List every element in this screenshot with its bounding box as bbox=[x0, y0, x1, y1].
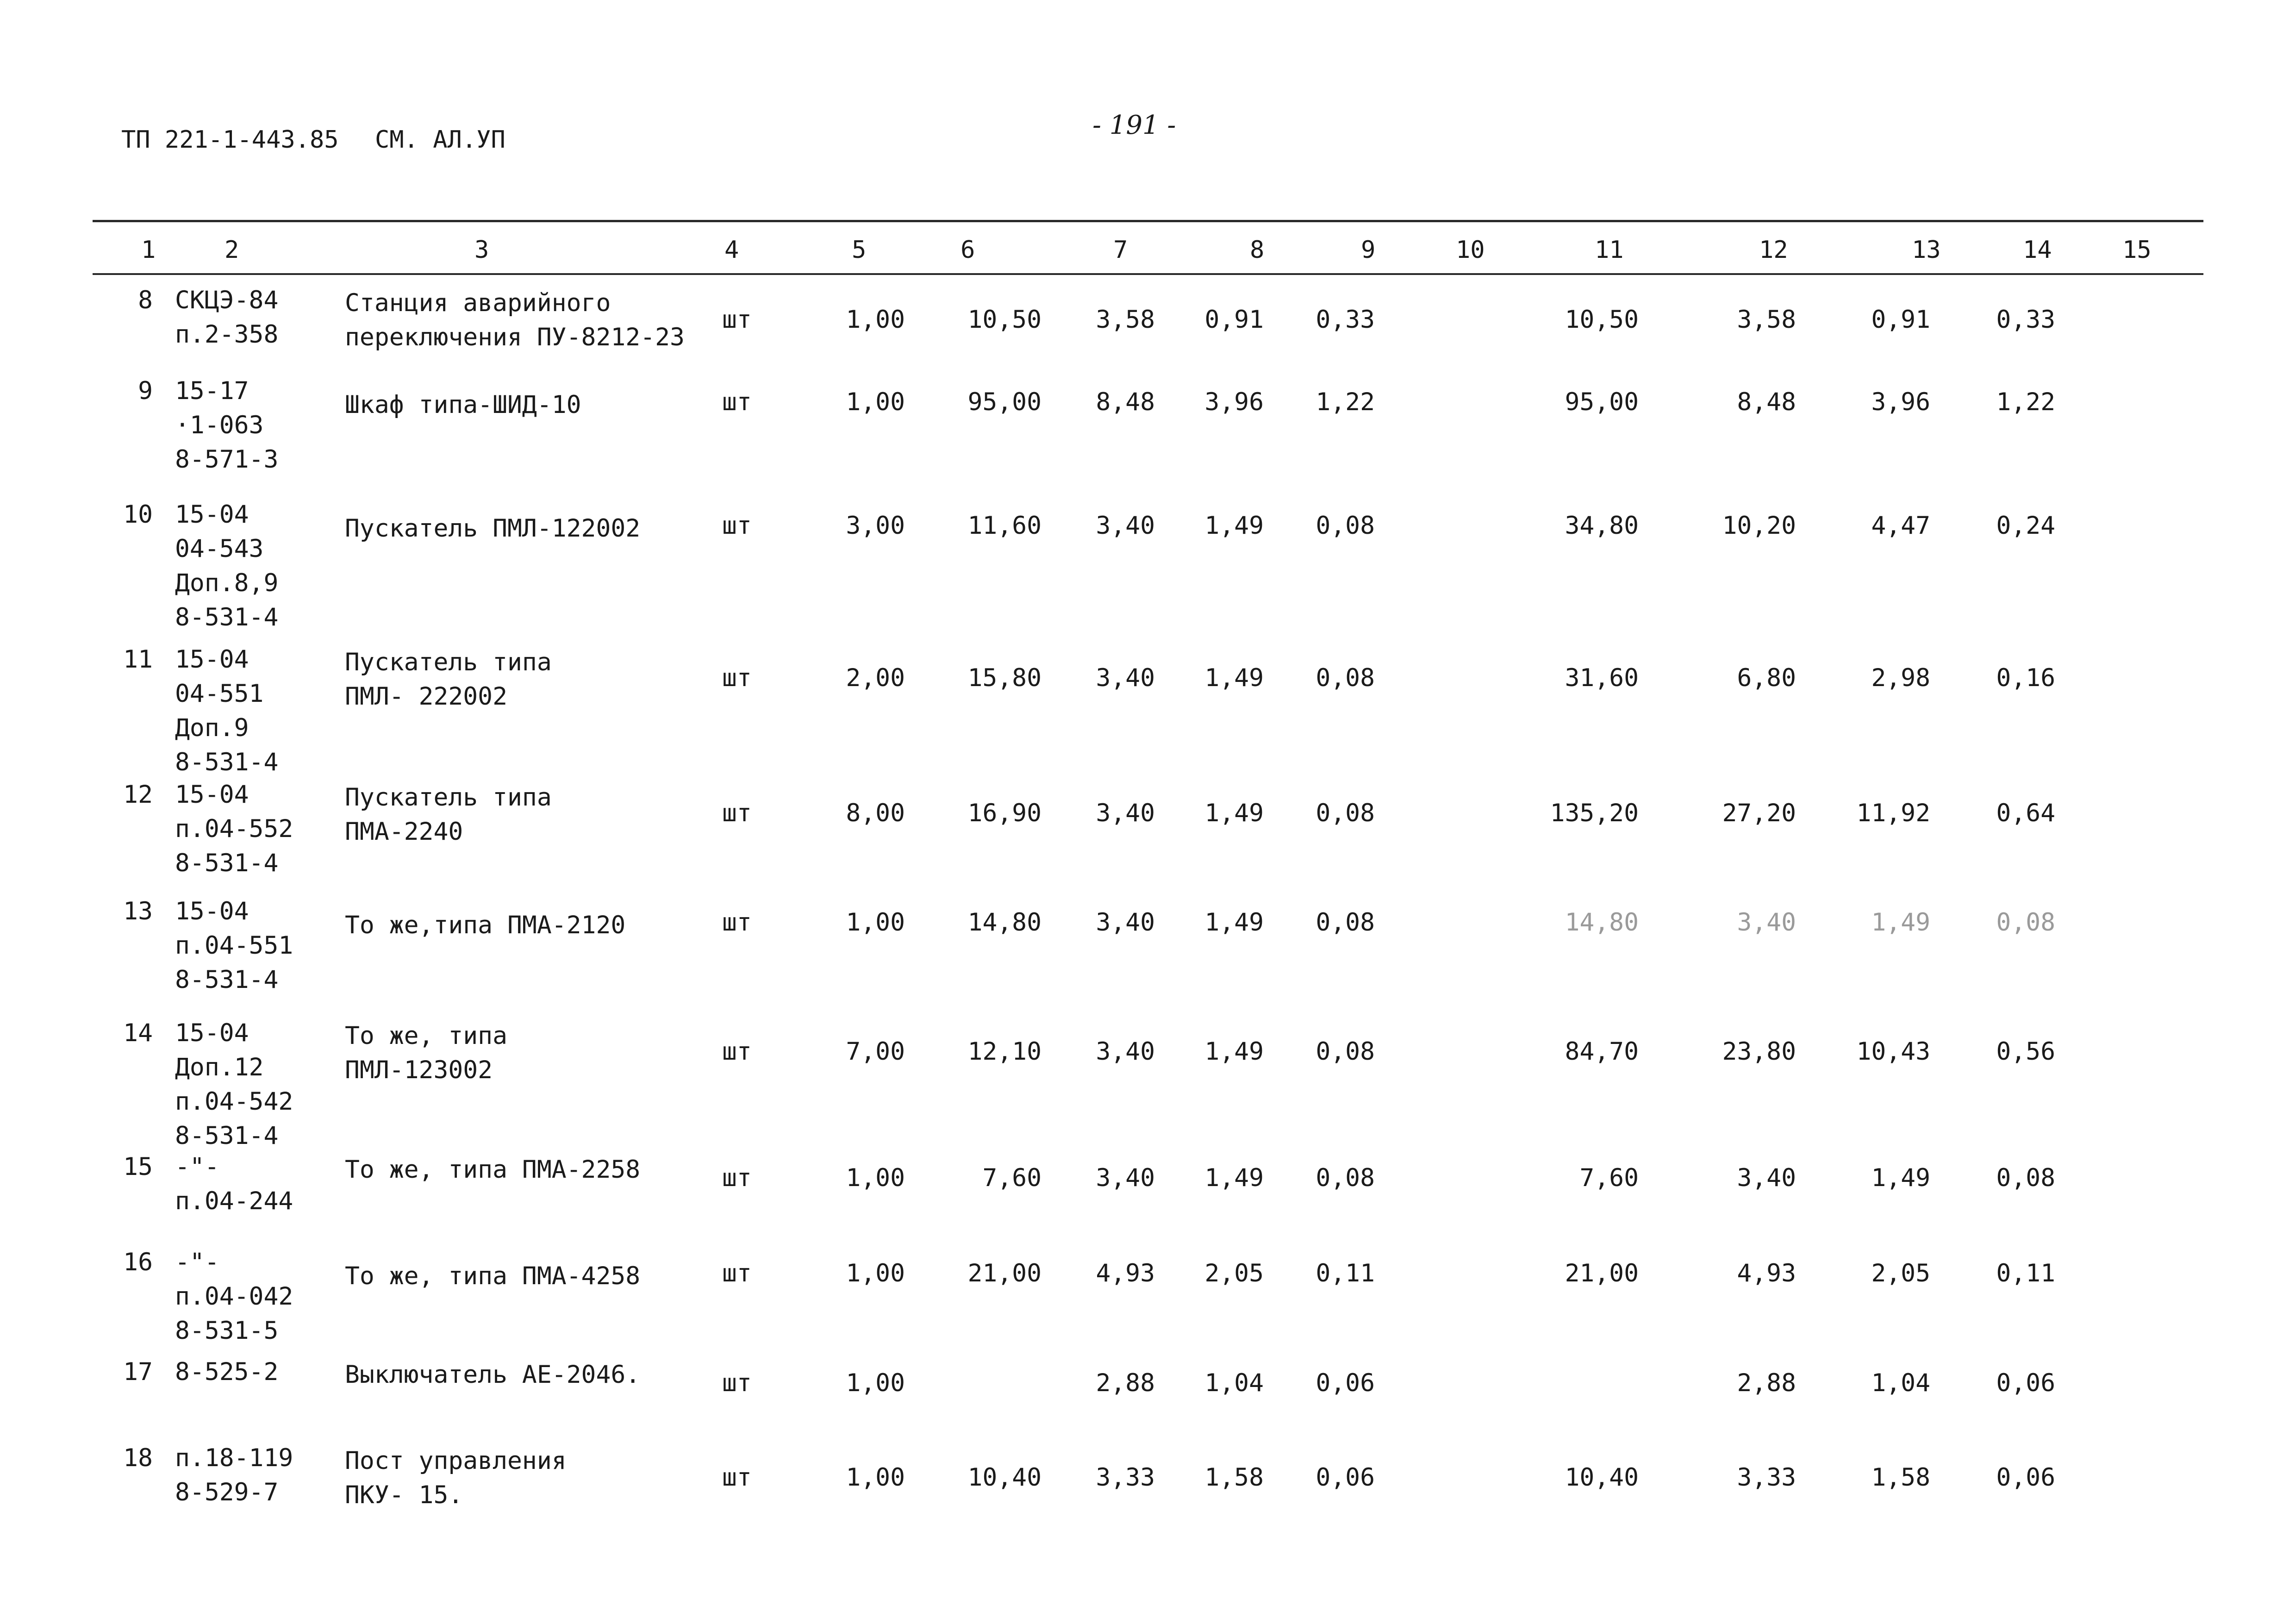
page-number: - 191 - bbox=[1092, 110, 1176, 140]
value-c9: 0,08 bbox=[1316, 908, 1375, 937]
item-name-line: ПМА-2240 bbox=[345, 818, 463, 846]
unit: шт bbox=[722, 1259, 752, 1287]
value-c8: 1,04 bbox=[1204, 1369, 1264, 1397]
rate-code-line: 8-531-4 bbox=[175, 1122, 279, 1150]
value-c11: 14,80 bbox=[1565, 908, 1639, 937]
value-c13: 0,91 bbox=[1871, 306, 1930, 334]
value-c9: 0,08 bbox=[1316, 1164, 1375, 1192]
value-c6: 10,40 bbox=[967, 1463, 1042, 1492]
value-c12: 23,80 bbox=[1722, 1037, 1796, 1066]
rate-code-line: Доп.8,9 bbox=[175, 569, 279, 597]
value-c11: 84,70 bbox=[1565, 1037, 1639, 1066]
item-name-line: переключения ПУ-8212-23 bbox=[345, 323, 685, 351]
value-c8: 1,49 bbox=[1204, 1037, 1264, 1066]
value-c6: 16,90 bbox=[967, 799, 1042, 827]
value-c9: 0,08 bbox=[1316, 1037, 1375, 1066]
row-number: 10 bbox=[123, 500, 153, 529]
value-c14: 0,08 bbox=[1996, 908, 2055, 937]
value-c7: 3,40 bbox=[1096, 512, 1155, 540]
row-number: 9 bbox=[138, 377, 153, 405]
rate-code-line: 15-04 bbox=[175, 1019, 249, 1047]
rate-code-line: -"- bbox=[175, 1153, 219, 1181]
rate-code-line: 04-543 bbox=[175, 535, 264, 563]
value-c9: 0,08 bbox=[1316, 512, 1375, 540]
value-c13: 2,05 bbox=[1871, 1259, 1930, 1287]
value-c8: 0,91 bbox=[1204, 306, 1264, 334]
value-c6: 7,60 bbox=[982, 1164, 1042, 1192]
item-name-line: ПМЛ- 222002 bbox=[345, 682, 507, 711]
value-c7: 8,48 bbox=[1096, 388, 1155, 416]
value-c14: 0,24 bbox=[1996, 512, 2055, 540]
unit: шт bbox=[722, 1369, 752, 1397]
column-header-9: 9 bbox=[1361, 236, 1376, 264]
value-qty: 1,00 bbox=[846, 908, 905, 937]
rate-code-line: 15-04 bbox=[175, 897, 249, 925]
rate-code-line: 15-04 bbox=[175, 645, 249, 674]
item-name-line: Пускатель ПМЛ-122002 bbox=[345, 514, 641, 543]
value-c6: 21,00 bbox=[967, 1259, 1042, 1287]
item-name-line: Выключатель АЕ-2046. bbox=[345, 1361, 641, 1389]
rate-code-line: ·1-063 bbox=[175, 411, 264, 439]
item-name-line: Станция аварийного bbox=[345, 289, 611, 317]
column-header-4: 4 bbox=[724, 236, 739, 264]
unit: шт bbox=[722, 1463, 752, 1492]
value-qty: 1,00 bbox=[846, 1259, 905, 1287]
value-c14: 0,06 bbox=[1996, 1463, 2055, 1492]
item-name-line: Шкаф типа-ШИД-10 bbox=[345, 391, 581, 419]
value-c12: 3,40 bbox=[1737, 1164, 1796, 1192]
rate-code-line: 8-525-2 bbox=[175, 1358, 279, 1386]
value-c12: 2,88 bbox=[1737, 1369, 1796, 1397]
column-header-7: 7 bbox=[1113, 236, 1128, 264]
rate-code-line: 8-531-4 bbox=[175, 748, 279, 776]
value-c14: 0,33 bbox=[1996, 306, 2055, 334]
value-c13: 1,49 bbox=[1871, 908, 1930, 937]
unit: шт bbox=[722, 664, 752, 692]
rate-code-line: п.04-244 bbox=[175, 1187, 293, 1215]
value-c11: 21,00 bbox=[1565, 1259, 1639, 1287]
value-c7: 2,88 bbox=[1096, 1369, 1155, 1397]
value-c9: 1,22 bbox=[1316, 388, 1375, 416]
table-top-rule bbox=[93, 220, 2203, 222]
column-header-3: 3 bbox=[474, 236, 489, 264]
value-c12: 3,40 bbox=[1737, 908, 1796, 937]
value-c11: 31,60 bbox=[1565, 664, 1639, 692]
value-c6: 14,80 bbox=[967, 908, 1042, 937]
item-name-line: Пускатель типа bbox=[345, 783, 552, 812]
item-name-line: ПМЛ-123002 bbox=[345, 1056, 493, 1084]
value-c7: 3,40 bbox=[1096, 1164, 1155, 1192]
row-number: 16 bbox=[123, 1248, 153, 1276]
row-number: 17 bbox=[123, 1358, 153, 1386]
value-c12: 4,93 bbox=[1737, 1259, 1796, 1287]
rate-code-line: 15-17 bbox=[175, 377, 249, 405]
unit: шт bbox=[722, 1164, 752, 1192]
rate-code-line: 8-531-4 bbox=[175, 849, 279, 877]
value-c12: 6,80 bbox=[1737, 664, 1796, 692]
rate-code-line: п.04-042 bbox=[175, 1282, 293, 1311]
unit: шт bbox=[722, 908, 752, 937]
value-c11: 7,60 bbox=[1579, 1164, 1639, 1192]
column-header-10: 10 bbox=[1456, 236, 1485, 264]
column-header-6: 6 bbox=[961, 236, 975, 264]
value-c14: 0,08 bbox=[1996, 1164, 2055, 1192]
column-header-5: 5 bbox=[852, 236, 867, 264]
value-c7: 3,40 bbox=[1096, 1037, 1155, 1066]
value-c8: 2,05 bbox=[1204, 1259, 1264, 1287]
value-c13: 11,92 bbox=[1856, 799, 1930, 827]
value-c11: 34,80 bbox=[1565, 512, 1639, 540]
value-qty: 8,00 bbox=[846, 799, 905, 827]
column-header-14: 14 bbox=[2023, 236, 2052, 264]
value-c8: 3,96 bbox=[1204, 388, 1264, 416]
row-number: 12 bbox=[123, 781, 153, 809]
column-header-8: 8 bbox=[1250, 236, 1265, 264]
row-number: 15 bbox=[123, 1153, 153, 1181]
value-c9: 0,08 bbox=[1316, 664, 1375, 692]
value-qty: 1,00 bbox=[846, 306, 905, 334]
value-c6: 10,50 bbox=[967, 306, 1042, 334]
value-qty: 7,00 bbox=[846, 1037, 905, 1066]
value-c13: 10,43 bbox=[1856, 1037, 1930, 1066]
value-c9: 0,08 bbox=[1316, 799, 1375, 827]
value-qty: 1,00 bbox=[846, 1164, 905, 1192]
value-c14: 0,16 bbox=[1996, 664, 2055, 692]
value-c9: 0,06 bbox=[1316, 1463, 1375, 1492]
rate-code-line: 8-571-3 bbox=[175, 445, 279, 474]
rate-code-line: п.04-551 bbox=[175, 931, 293, 960]
row-number: 11 bbox=[123, 645, 153, 674]
unit: шт bbox=[722, 306, 752, 334]
column-header-1: 1 bbox=[141, 236, 156, 264]
rate-code-line: 8-531-4 bbox=[175, 966, 279, 994]
value-c13: 1,49 bbox=[1871, 1164, 1930, 1192]
value-c7: 3,58 bbox=[1096, 306, 1155, 334]
value-c13: 2,98 bbox=[1871, 664, 1930, 692]
value-c12: 3,58 bbox=[1737, 306, 1796, 334]
document-code: ТП 221-1-443.85 bbox=[121, 126, 339, 154]
value-c8: 1,49 bbox=[1204, 512, 1264, 540]
value-c6: 12,10 bbox=[967, 1037, 1042, 1066]
item-name-line: То же, типа bbox=[345, 1022, 507, 1050]
value-qty: 1,00 bbox=[846, 388, 905, 416]
value-c7: 3,40 bbox=[1096, 664, 1155, 692]
value-c14: 1,22 bbox=[1996, 388, 2055, 416]
column-header-12: 12 bbox=[1759, 236, 1788, 264]
row-number: 13 bbox=[123, 897, 153, 925]
rate-code-line: -"- bbox=[175, 1248, 219, 1276]
rate-code-line: 8-531-4 bbox=[175, 603, 279, 631]
value-c9: 0,33 bbox=[1316, 306, 1375, 334]
rate-code-line: 8-531-5 bbox=[175, 1317, 279, 1345]
value-c7: 4,93 bbox=[1096, 1259, 1155, 1287]
value-c8: 1,49 bbox=[1204, 1164, 1264, 1192]
item-name-line: То же, типа ПМА-2258 bbox=[345, 1156, 641, 1184]
sheet-reference: СМ. АЛ.УП bbox=[375, 126, 505, 154]
value-c12: 27,20 bbox=[1722, 799, 1796, 827]
rate-code-line: СКЦЭ-84 bbox=[175, 286, 279, 314]
rate-code-line: Доп.9 bbox=[175, 714, 249, 742]
value-c9: 0,11 bbox=[1316, 1259, 1375, 1287]
value-c8: 1,49 bbox=[1204, 908, 1264, 937]
item-name-line: ПКУ- 15. bbox=[345, 1481, 463, 1509]
value-qty: 3,00 bbox=[846, 512, 905, 540]
value-c6: 15,80 bbox=[967, 664, 1042, 692]
value-c6: 11,60 bbox=[967, 512, 1042, 540]
table-header-rule bbox=[93, 273, 2203, 275]
value-c7: 3,40 bbox=[1096, 908, 1155, 937]
value-c14: 0,06 bbox=[1996, 1369, 2055, 1397]
value-c12: 10,20 bbox=[1722, 512, 1796, 540]
value-c14: 0,11 bbox=[1996, 1259, 2055, 1287]
unit: шт bbox=[722, 799, 752, 827]
value-c7: 3,33 bbox=[1096, 1463, 1155, 1492]
column-header-15: 15 bbox=[2122, 236, 2152, 264]
value-c11: 95,00 bbox=[1565, 388, 1639, 416]
value-c13: 1,58 bbox=[1871, 1463, 1930, 1492]
rate-code-line: 15-04 bbox=[175, 500, 249, 529]
column-header-2: 2 bbox=[225, 236, 239, 264]
value-qty: 2,00 bbox=[846, 664, 905, 692]
rate-code-line: п.18-119 bbox=[175, 1444, 293, 1472]
rate-code-line: 04-551 bbox=[175, 680, 264, 708]
value-c13: 1,04 bbox=[1871, 1369, 1930, 1397]
value-c13: 4,47 bbox=[1871, 512, 1930, 540]
row-number: 14 bbox=[123, 1019, 153, 1047]
rate-code-line: п.04-542 bbox=[175, 1087, 293, 1116]
rate-code-line: 15-04 bbox=[175, 781, 249, 809]
value-c6: 95,00 bbox=[967, 388, 1042, 416]
unit: шт bbox=[722, 388, 752, 416]
row-number: 18 bbox=[123, 1444, 153, 1472]
rate-code-line: п.04-552 bbox=[175, 815, 293, 843]
value-c8: 1,49 bbox=[1204, 799, 1264, 827]
row-number: 8 bbox=[138, 286, 153, 314]
column-header-11: 11 bbox=[1595, 236, 1624, 264]
value-c11: 10,40 bbox=[1565, 1463, 1639, 1492]
item-name-line: То же, типа ПМА-4258 bbox=[345, 1262, 641, 1290]
value-c14: 0,56 bbox=[1996, 1037, 2055, 1066]
value-qty: 1,00 bbox=[846, 1369, 905, 1397]
value-c11: 135,20 bbox=[1550, 799, 1639, 827]
value-c8: 1,58 bbox=[1204, 1463, 1264, 1492]
rate-code-line: Доп.12 bbox=[175, 1053, 264, 1081]
value-c7: 3,40 bbox=[1096, 799, 1155, 827]
item-name-line: Пост управления bbox=[345, 1447, 567, 1475]
value-c12: 3,33 bbox=[1737, 1463, 1796, 1492]
value-c13: 3,96 bbox=[1871, 388, 1930, 416]
unit: шт bbox=[722, 1037, 752, 1066]
column-header-13: 13 bbox=[1912, 236, 1941, 264]
unit: шт bbox=[722, 512, 752, 540]
value-qty: 1,00 bbox=[846, 1463, 905, 1492]
value-c14: 0,64 bbox=[1996, 799, 2055, 827]
rate-code-line: п.2-358 bbox=[175, 320, 279, 349]
value-c9: 0,06 bbox=[1316, 1369, 1375, 1397]
value-c8: 1,49 bbox=[1204, 664, 1264, 692]
value-c12: 8,48 bbox=[1737, 388, 1796, 416]
rate-code-line: 8-529-7 bbox=[175, 1478, 279, 1506]
item-name-line: То же,типа ПМА-2120 bbox=[345, 911, 626, 939]
value-c11: 10,50 bbox=[1565, 306, 1639, 334]
item-name-line: Пускатель типа bbox=[345, 648, 552, 676]
